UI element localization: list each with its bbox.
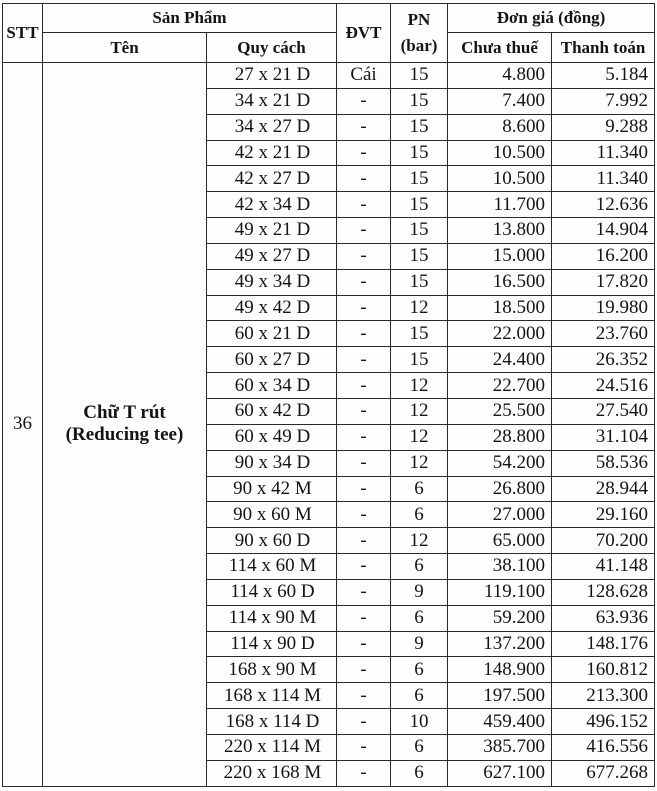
- spec-cell: 114 x 90 D: [207, 631, 337, 657]
- pn-cell: 12: [391, 295, 448, 321]
- price-total-cell: 213.300: [552, 683, 655, 709]
- table-header: [3, 4, 655, 63]
- price-total-cell: 23.760: [552, 321, 655, 347]
- pn-cell: 6: [391, 657, 448, 683]
- pn-cell: 15: [391, 269, 448, 295]
- dvt-cell: -: [337, 398, 391, 424]
- price-before-tax-cell: 22.000: [448, 321, 552, 347]
- spec-cell: 42 x 34 D: [207, 192, 337, 218]
- dvt-cell: -: [337, 114, 391, 140]
- header-row-top: [3, 4, 655, 33]
- header-row-bottom: [3, 33, 655, 63]
- dvt-cell: -: [337, 709, 391, 735]
- pn-cell: 15: [391, 63, 448, 89]
- pn-cell: 6: [391, 605, 448, 631]
- spec-cell: 90 x 42 M: [207, 476, 337, 502]
- price-total-cell: 19.980: [552, 295, 655, 321]
- price-before-tax-cell: 25.500: [448, 398, 552, 424]
- pn-cell: 12: [391, 373, 448, 399]
- price-total-cell: 26.352: [552, 347, 655, 373]
- price-total-cell: 496.152: [552, 709, 655, 735]
- header-pn: [391, 4, 448, 63]
- header-stt: STT: [3, 4, 43, 63]
- table-row: [3, 63, 655, 89]
- price-before-tax-cell: 4.800: [448, 63, 552, 89]
- spec-cell: 60 x 27 D: [207, 347, 337, 373]
- price-total-cell: 31.104: [552, 424, 655, 450]
- dvt-cell: Cái: [337, 63, 391, 89]
- product-name-cell: [43, 63, 207, 787]
- dvt-cell: -: [337, 450, 391, 476]
- spec-cell: 114 x 90 M: [207, 605, 337, 631]
- price-total-cell: 29.160: [552, 502, 655, 528]
- price-before-tax-cell: 11.700: [448, 192, 552, 218]
- pn-cell: 12: [391, 528, 448, 554]
- pn-cell: 15: [391, 321, 448, 347]
- spec-cell: 90 x 60 M: [207, 502, 337, 528]
- dvt-cell: -: [337, 88, 391, 114]
- price-before-tax-cell: 59.200: [448, 605, 552, 631]
- price-before-tax-cell: 627.100: [448, 760, 552, 786]
- spec-cell: 168 x 114 M: [207, 683, 337, 709]
- spec-cell: 49 x 42 D: [207, 295, 337, 321]
- spec-cell: 168 x 90 M: [207, 657, 337, 683]
- price-total-cell: 58.536: [552, 450, 655, 476]
- spec-cell: 60 x 21 D: [207, 321, 337, 347]
- dvt-cell: -: [337, 295, 391, 321]
- pn-cell: 6: [391, 476, 448, 502]
- stt-cell: 36: [3, 63, 43, 787]
- price-before-tax-cell: 119.100: [448, 579, 552, 605]
- pn-cell: 15: [391, 243, 448, 269]
- pn-cell: 15: [391, 218, 448, 244]
- spec-cell: 49 x 27 D: [207, 243, 337, 269]
- spec-cell: 90 x 60 D: [207, 528, 337, 554]
- price-before-tax-cell: 459.400: [448, 709, 552, 735]
- spec-cell: 42 x 27 D: [207, 166, 337, 192]
- price-before-tax-cell: 15.000: [448, 243, 552, 269]
- spec-cell: 114 x 60 M: [207, 554, 337, 580]
- price-total-cell: 70.200: [552, 528, 655, 554]
- price-before-tax-cell: 24.400: [448, 347, 552, 373]
- spec-cell: 27 x 21 D: [207, 63, 337, 89]
- price-before-tax-cell: 13.800: [448, 218, 552, 244]
- dvt-cell: -: [337, 554, 391, 580]
- price-before-tax-cell: 16.500: [448, 269, 552, 295]
- price-before-tax-cell: 197.500: [448, 683, 552, 709]
- pn-cell: 9: [391, 631, 448, 657]
- header-pn-label: PN: [407, 10, 431, 29]
- price-total-cell: 11.340: [552, 166, 655, 192]
- price-total-cell: 11.340: [552, 140, 655, 166]
- spec-cell: 60 x 42 D: [207, 398, 337, 424]
- header-dvt: ĐVT: [337, 4, 391, 63]
- pn-cell: 6: [391, 683, 448, 709]
- price-total-cell: 17.820: [552, 269, 655, 295]
- pn-cell: 6: [391, 760, 448, 786]
- spec-cell: 220 x 168 M: [207, 760, 337, 786]
- price-before-tax-cell: 385.700: [448, 734, 552, 760]
- price-before-tax-cell: 8.600: [448, 114, 552, 140]
- pn-cell: 6: [391, 734, 448, 760]
- dvt-cell: -: [337, 192, 391, 218]
- dvt-cell: -: [337, 140, 391, 166]
- price-before-tax-cell: 28.800: [448, 424, 552, 450]
- dvt-cell: -: [337, 657, 391, 683]
- pn-cell: 12: [391, 450, 448, 476]
- pn-cell: 6: [391, 554, 448, 580]
- dvt-cell: -: [337, 579, 391, 605]
- dvt-cell: -: [337, 269, 391, 295]
- price-total-cell: 148.176: [552, 631, 655, 657]
- spec-cell: 34 x 27 D: [207, 114, 337, 140]
- price-before-tax-cell: 10.500: [448, 166, 552, 192]
- header-pn-unit: (bar): [400, 36, 438, 55]
- pn-cell: 12: [391, 424, 448, 450]
- price-total-cell: 5.184: [552, 63, 655, 89]
- price-total-cell: 24.516: [552, 373, 655, 399]
- spec-cell: 60 x 49 D: [207, 424, 337, 450]
- header-thanh-toan: Thanh toán: [552, 33, 655, 63]
- header-quy-cach: Quy cách: [207, 33, 337, 63]
- pn-cell: 9: [391, 579, 448, 605]
- pn-cell: 15: [391, 114, 448, 140]
- price-before-tax-cell: 27.000: [448, 502, 552, 528]
- price-before-tax-cell: 26.800: [448, 476, 552, 502]
- dvt-cell: -: [337, 631, 391, 657]
- pn-cell: 15: [391, 88, 448, 114]
- spec-cell: 42 x 21 D: [207, 140, 337, 166]
- dvt-cell: -: [337, 605, 391, 631]
- price-total-cell: 128.628: [552, 579, 655, 605]
- price-total-cell: 9.288: [552, 114, 655, 140]
- spec-cell: 114 x 60 D: [207, 579, 337, 605]
- price-total-cell: 12.636: [552, 192, 655, 218]
- pn-cell: 6: [391, 502, 448, 528]
- dvt-cell: -: [337, 528, 391, 554]
- price-total-cell: 160.812: [552, 657, 655, 683]
- pn-cell: 12: [391, 398, 448, 424]
- pn-cell: 10: [391, 709, 448, 735]
- product-name-english: (Reducing tee): [65, 424, 184, 446]
- pn-cell: 15: [391, 140, 448, 166]
- spec-cell: 49 x 34 D: [207, 269, 337, 295]
- price-total-cell: 16.200: [552, 243, 655, 269]
- price-before-tax-cell: 22.700: [448, 373, 552, 399]
- dvt-cell: -: [337, 373, 391, 399]
- price-total-cell: 14.904: [552, 218, 655, 244]
- header-chua-thue: Chưa thuế: [448, 33, 552, 63]
- dvt-cell: -: [337, 683, 391, 709]
- spec-cell: 220 x 114 M: [207, 734, 337, 760]
- spec-cell: 49 x 21 D: [207, 218, 337, 244]
- pn-cell: 15: [391, 192, 448, 218]
- spec-cell: 168 x 114 D: [207, 709, 337, 735]
- dvt-cell: -: [337, 476, 391, 502]
- spec-cell: 60 x 34 D: [207, 373, 337, 399]
- price-before-tax-cell: 18.500: [448, 295, 552, 321]
- price-before-tax-cell: 38.100: [448, 554, 552, 580]
- price-total-cell: 27.540: [552, 398, 655, 424]
- dvt-cell: -: [337, 502, 391, 528]
- dvt-cell: -: [337, 347, 391, 373]
- dvt-cell: -: [337, 218, 391, 244]
- dvt-cell: -: [337, 760, 391, 786]
- price-total-cell: 7.992: [552, 88, 655, 114]
- dvt-cell: -: [337, 166, 391, 192]
- pn-cell: 15: [391, 166, 448, 192]
- price-before-tax-cell: 148.900: [448, 657, 552, 683]
- price-before-tax-cell: 7.400: [448, 88, 552, 114]
- dvt-cell: -: [337, 243, 391, 269]
- price-before-tax-cell: 137.200: [448, 631, 552, 657]
- header-don-gia: Đơn giá (đồng): [448, 4, 655, 33]
- spec-cell: 90 x 34 D: [207, 450, 337, 476]
- price-total-cell: 28.944: [552, 476, 655, 502]
- spec-cell: 34 x 21 D: [207, 88, 337, 114]
- price-table: [2, 3, 655, 787]
- table-body: [3, 63, 655, 787]
- price-before-tax-cell: 54.200: [448, 450, 552, 476]
- price-before-tax-cell: 65.000: [448, 528, 552, 554]
- header-san-pham: Sản Phẩm: [43, 4, 337, 33]
- dvt-cell: -: [337, 734, 391, 760]
- price-total-cell: 416.556: [552, 734, 655, 760]
- price-total-cell: 63.936: [552, 605, 655, 631]
- header-ten: Tên: [43, 33, 207, 63]
- price-total-cell: 677.268: [552, 760, 655, 786]
- dvt-cell: -: [337, 424, 391, 450]
- price-before-tax-cell: 10.500: [448, 140, 552, 166]
- product-name: Chữ T rút: [83, 402, 166, 424]
- price-total-cell: 41.148: [552, 554, 655, 580]
- pn-cell: 15: [391, 347, 448, 373]
- dvt-cell: -: [337, 321, 391, 347]
